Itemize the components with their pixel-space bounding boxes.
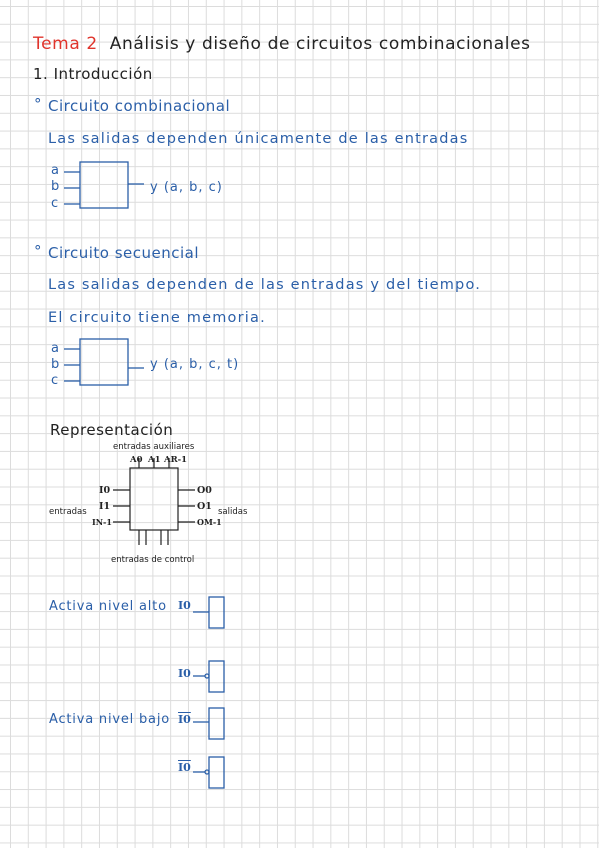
comb-input-a: a — [51, 163, 59, 178]
right-pin-om: OM-1 — [197, 517, 222, 527]
bullet-dot-icon: ° — [34, 242, 42, 260]
secuencial-text-2: El circuito tiene memoria. — [48, 310, 266, 326]
left-pin-in: IN-1 — [92, 517, 112, 527]
right-pin-o0: O0 — [197, 485, 212, 496]
control-inputs-label: entradas de control — [111, 555, 195, 565]
pin-label-i0-negated: I0 — [178, 713, 191, 726]
title-text: Análisis y diseño de circuitos combinacionales — [109, 34, 531, 54]
left-pin-i1: I1 — [99, 501, 111, 512]
pin-label-i0-negated: I0 — [178, 761, 191, 774]
representacion-heading: Representación — [50, 421, 174, 439]
left-pin-i0: I0 — [99, 485, 111, 496]
aux-pin-a0: A0 — [130, 455, 143, 465]
aux-inputs-label: entradas auxiliares — [113, 442, 195, 452]
activa-alto-label: Activa nivel alto — [49, 599, 167, 614]
combinacional-text: Las salidas dependen únicamente de las entradas — [48, 131, 469, 147]
comb-input-b: b — [51, 179, 60, 194]
right-pin-o1: O1 — [197, 501, 212, 512]
comb-output: y (a, b, c) — [150, 180, 223, 195]
title-prefix: Tema 2 — [33, 34, 98, 54]
sec-input-b: b — [51, 357, 60, 372]
aux-pin-a1: A1 — [148, 455, 161, 465]
inputs-label: entradas — [49, 507, 87, 517]
pin-label-i0: I0 — [178, 667, 191, 680]
pin-label-i0: I0 — [178, 599, 191, 612]
activa-bajo-label: Activa nivel bajo — [49, 712, 170, 727]
comb-input-c: c — [51, 196, 59, 211]
bullet-dot-icon: ° — [34, 95, 42, 113]
sec-input-c: c — [51, 373, 59, 388]
secuencial-heading: Circuito secuencial — [48, 244, 200, 262]
secuencial-text-1: Las salidas dependen de las entradas y del tiempo. — [48, 277, 482, 293]
aux-pin-ar: AR-1 — [164, 455, 188, 465]
section-heading: 1. Introducción — [33, 65, 153, 83]
sec-output: y (a, b, c, t) — [150, 357, 240, 372]
outputs-label: salidas — [218, 507, 248, 517]
combinacional-heading: Circuito combinacional — [48, 97, 231, 115]
sec-input-a: a — [51, 341, 59, 356]
